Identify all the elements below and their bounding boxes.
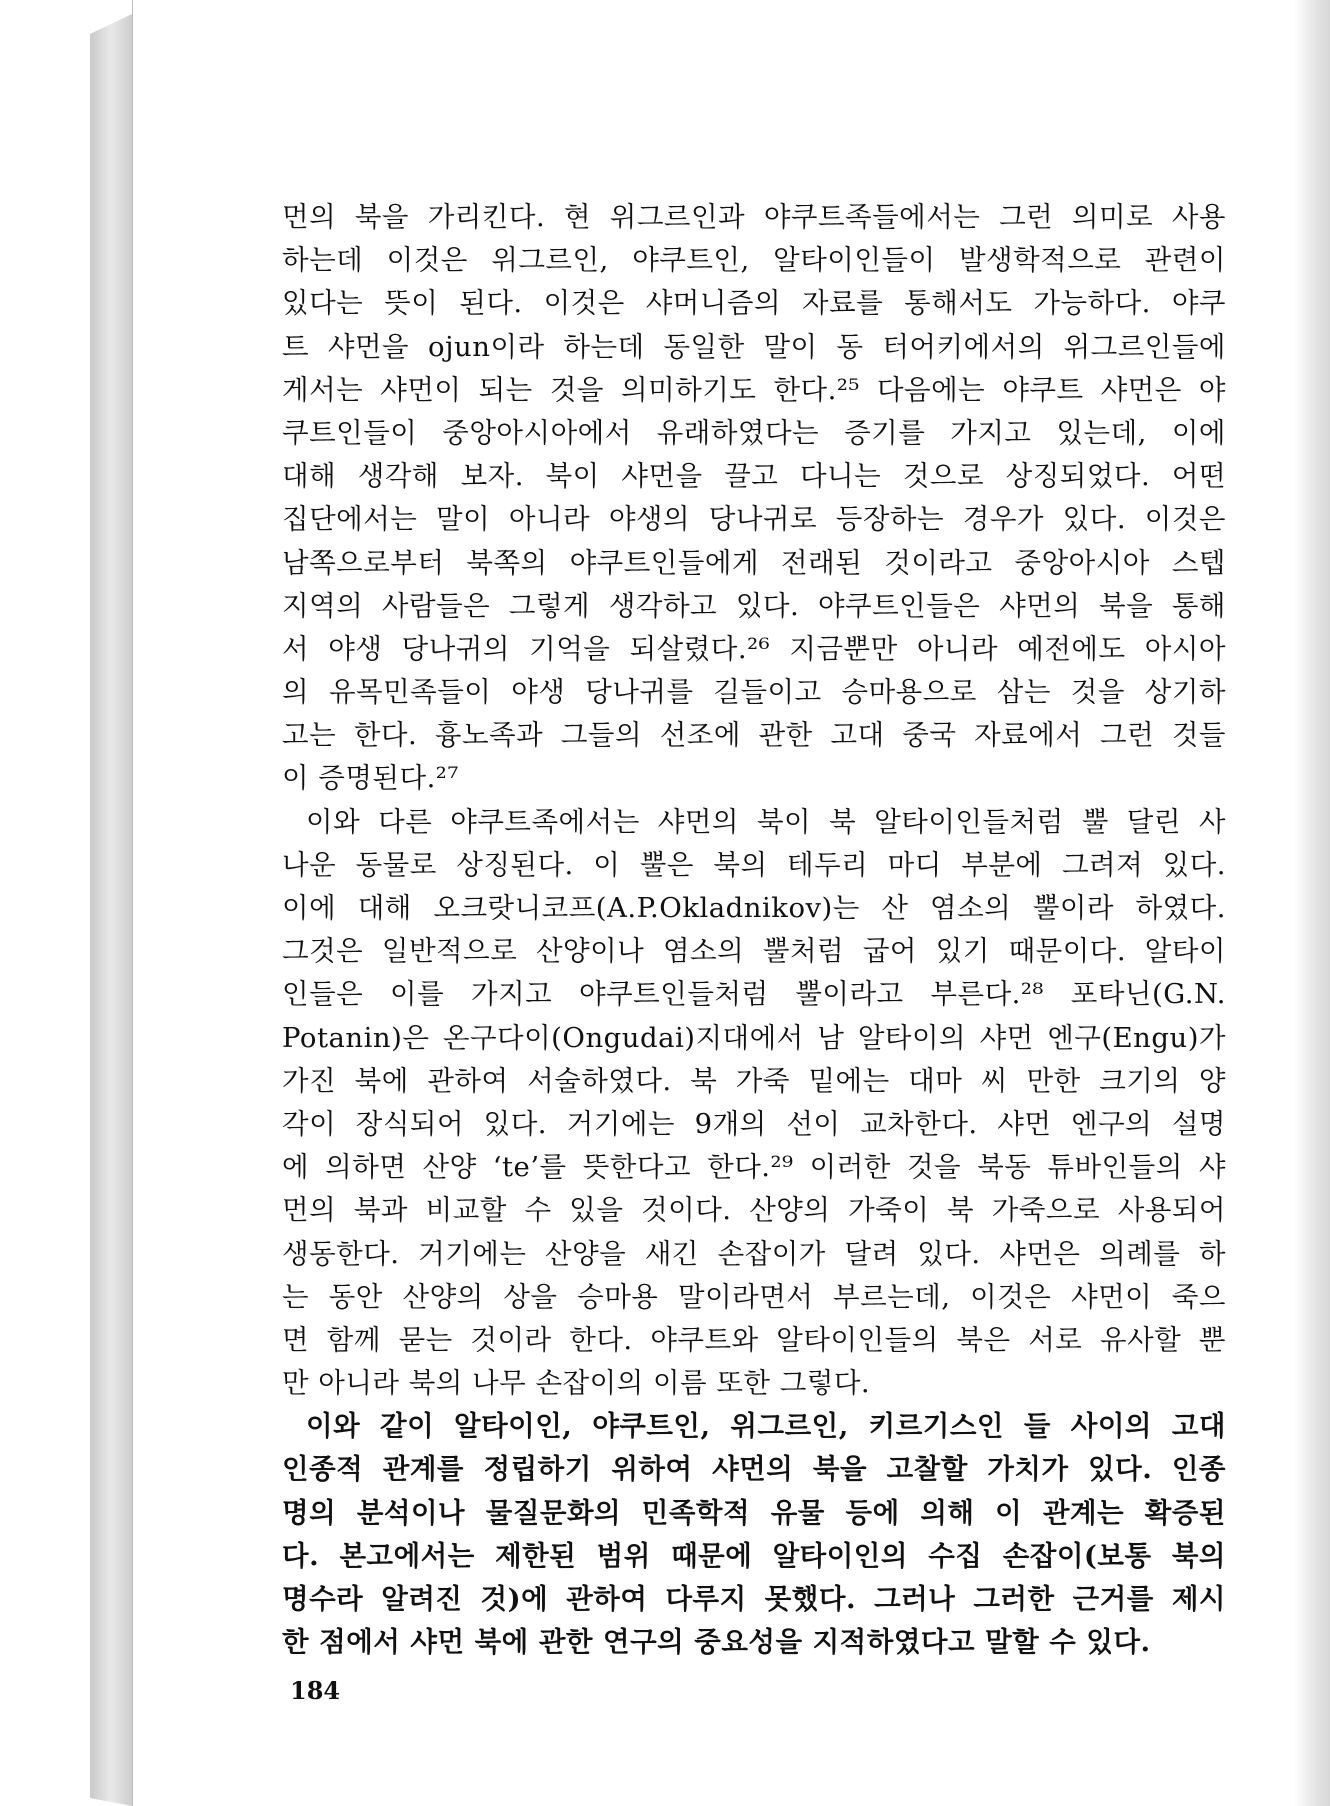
text-line: 먼의 북을 가리킨다. 현 위그르인과 야쿠트족들에서는 그런 의미로 사용 [282,201,1226,233]
text-line: 이에 대해 오크랏니코프(A.P.Okladnikov)는 산 염소의 뿔이라 하였다. [282,892,1226,924]
body-text [282,196,1226,1664]
text-line: 고는 한다. 흉노족과 그들의 선조에 관한 고대 중국 자료에서 그런 것들 [282,719,1226,752]
text-line: 의 유목민족들이 야생 당나귀를 길들이고 승마용으로 삼는 것을 상기하 [282,676,1226,709]
page-edge-shadow [1294,0,1330,1806]
text-line: 하는데 이것은 위그르인, 야쿠트인, 알타이인들이 발생학적으로 관련이 [282,244,1226,277]
text-line: 한 점에서 샤먼 북에 관한 연구의 중요성을 지적하였다고 말할 수 있다. [282,1626,1151,1659]
text-line: 면 함께 묻는 것이라 한다. 야쿠트와 알타이인들의 북은 서로 유사할 뿐 [282,1323,1226,1356]
text-line: 각이 장식되어 있다. 거기에는 9개의 선이 교차한다. 샤먼 엔구의 설명 [282,1107,1226,1140]
text-line: 에 의하면 산양 ‘te’를 뜻한다고 한다.²⁹ 이러한 것을 북동 튜바인들의 샤 [282,1151,1226,1184]
paragraph-2 [282,801,1226,1406]
text-line: 다. 본고에서는 제한된 범위 때문에 알타이인의 수집 손잡이(보통 북의 [282,1539,1226,1572]
book-spine [90,14,132,1806]
text-line: 나운 동물로 상징된다. 이 뿔은 북의 테두리 마디 부분에 그려져 있다. [282,848,1226,881]
text-line: Potanin)은 온구다이(Ongudai)지대에서 남 알타이의 샤먼 엔구(Engu)가 [282,1021,1226,1054]
paragraph-3 [282,1405,1226,1664]
text-line: 있다는 뜻이 된다. 이것은 샤머니즘의 자료를 통해서도 가능하다. 야쿠 [282,287,1226,320]
text-line: 생동한다. 거기에는 산양을 새긴 손잡이가 달려 있다. 샤먼은 의례를 하 [282,1237,1226,1270]
text-line: 게서는 샤먼이 되는 것을 의미하기도 한다.²⁵ 다음에는 야쿠트 샤먼은 야 [282,373,1226,406]
text-line: 이와 다른 야쿠트족에서는 샤먼의 북이 북 알타이인들처럼 뿔 달린 사 [306,805,1226,838]
text-line: 이 증명된다.²⁷ [282,762,459,795]
text-line: 트 샤먼을 ojun이라 하는데 동일한 말이 동 터어키에서의 위그르인들에 [282,330,1226,363]
text-line: 집단에서는 말이 아니라 야생의 당나귀로 등장하는 경우가 있다. 이것은 [282,503,1226,536]
text-line: 먼의 북과 비교할 수 있을 것이다. 산양의 가죽이 북 가죽으로 사용되어 [282,1194,1226,1227]
text-line: 명의 분석이나 물질문화의 민족학적 유물 등에 의해 이 관계는 확증된 [282,1496,1226,1529]
text-line: 만 아니라 북의 나무 손잡이의 이름 또한 그렇다. [282,1367,871,1400]
text-line: 명수라 알려진 것)에 관하여 다루지 못했다. 그러나 그러한 근거를 제시 [282,1583,1226,1615]
text-line: 서 야생 당나귀의 기억을 되살렸다.²⁶ 지금뿐만 아니라 예전에도 아시아 [282,632,1226,665]
paragraph-1 [282,196,1226,801]
text-line: 이와 같이 알타이인, 야쿠트인, 위그르인, 키르기스인 들 사이의 고대 [306,1410,1226,1443]
text-line: 인종적 관계를 정립하기 위하여 샤먼의 북을 고찰할 가치가 있다. 인종 [282,1453,1226,1486]
text-line: 가진 북에 관하여 서술하였다. 북 가죽 밑에는 대마 씨 만한 크기의 양 [282,1064,1226,1097]
text-line: 인들은 이를 가지고 야쿠트인들처럼 뿔이라고 부른다.²⁸ 포타닌(G.N. [282,978,1226,1011]
page-number: 184 [290,1676,341,1705]
text-line: 는 동안 산양의 상을 승마용 말이라면서 부르는데, 이것은 샤먼이 죽으 [282,1280,1226,1313]
text-line: 쿠트인들이 중앙아시아에서 유래하였다는 증기를 가지고 있는데, 이에 [282,416,1226,449]
text-line: 대해 생각해 보자. 북이 샤먼을 끌고 다니는 것으로 상징되었다. 어떤 [282,460,1226,493]
text-line: 남쪽으로부터 북쪽의 야쿠트인들에게 전래된 것이라고 중앙아시아 스텝 [282,546,1226,579]
text-line: 지역의 사람들은 그렇게 생각하고 있다. 야쿠트인들은 샤먼의 북을 통해 [282,589,1226,622]
text-line: 그것은 일반적으로 산양이나 염소의 뿔처럼 굽어 있기 때문이다. 알타이 [282,935,1226,968]
